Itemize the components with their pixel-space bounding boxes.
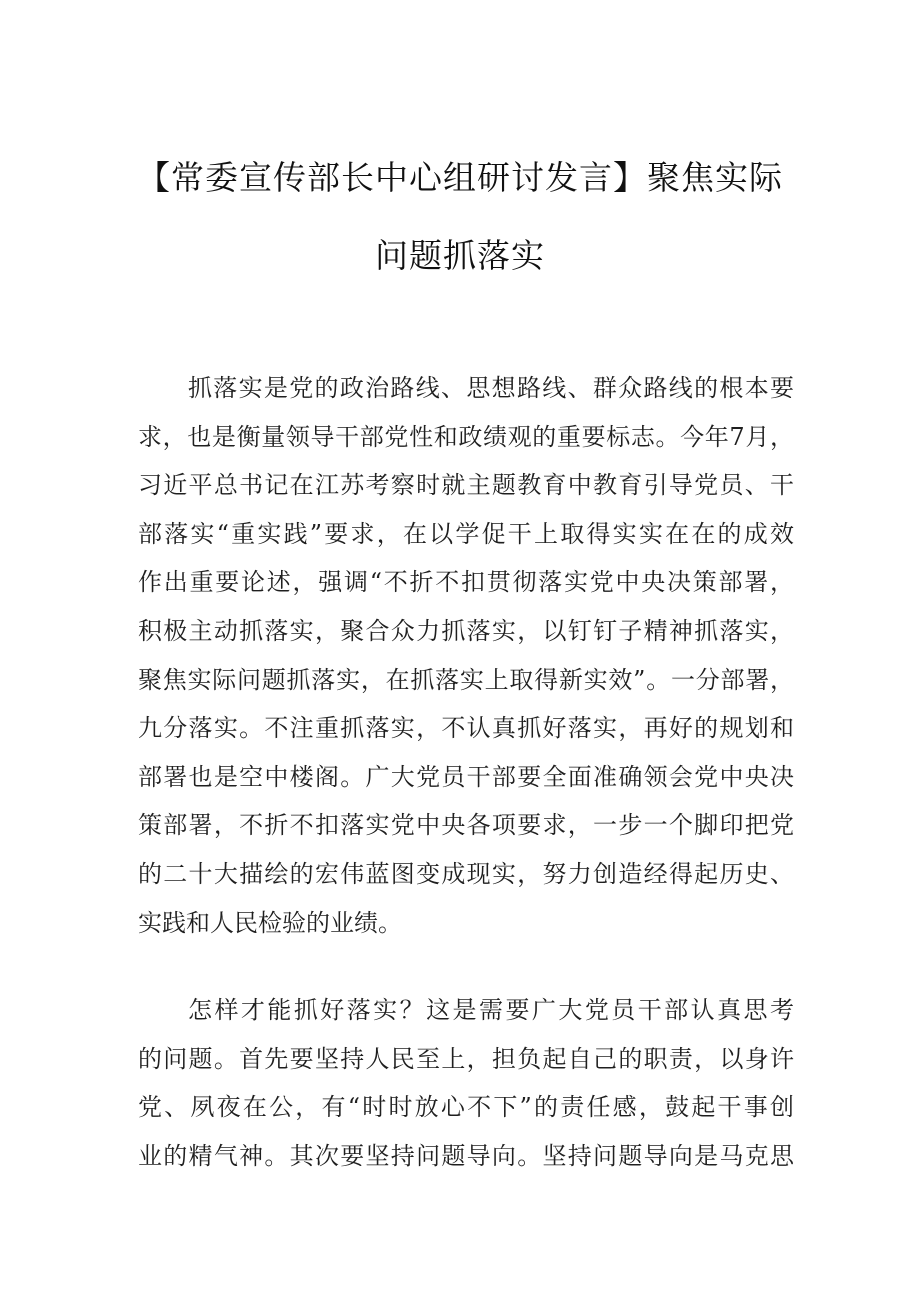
document-title-line-1: 【常委宣传部长中心组研讨发言】聚焦实际 <box>137 158 783 197</box>
paragraph-line: 怎样才能抓好落实？这是需要广大党员干部认真思考 <box>188 996 794 1024</box>
paragraph-line: 习近平总书记在江苏考察时就主题教育中教育引导党员、干 <box>138 471 794 500</box>
document-title-line-2: 问题抓落实 <box>375 236 545 275</box>
paragraph-line: 的二十大描绘的宏伟蓝图变成现实，努力创造经得起历史、 <box>138 859 794 888</box>
paragraph-line: 部落实“重实践”要求，在以学促干上取得实实在在的成效 <box>138 519 794 548</box>
paragraph-line: 抓落实是党的政治路线、思想路线、群众路线的根本要 <box>188 374 794 402</box>
paragraph-line: 九分落实。不注重抓落实，不认真抓好落实，再好的规划和 <box>138 714 794 743</box>
paragraph-line: 策部署，不折不扣落实党中央各项要求，一步一个脚印把党 <box>138 811 794 840</box>
paragraph-line: 作出重要论述，强调“不折不扣贯彻落实党中央决策部署， <box>138 568 794 597</box>
paragraph-1 <box>138 364 794 947</box>
paragraph-line: 党、夙夜在公，有“时时放心不下”的责任感，鼓起干事创 <box>138 1093 794 1122</box>
paragraph-line: 聚焦实际问题抓落实，在抓落实上取得新实效”。一分部署， <box>138 665 794 694</box>
paragraph-2 <box>138 986 794 1180</box>
paragraph-line: 求，也是衡量领导干部党性和政绩观的重要标志。今年7月， <box>138 422 794 451</box>
paragraph-line: 积极主动抓落实，聚合众力抓落实，以钉钉子精神抓落实， <box>138 616 794 645</box>
paragraph-line: 业的精气神。其次要坚持问题导向。坚持问题导向是马克思 <box>138 1141 794 1170</box>
paragraph-line: 的问题。首先要坚持人民至上，担负起自己的职责，以身许 <box>138 1044 794 1073</box>
paragraph-line: 部署也是空中楼阁。广大党员干部要全面准确领会党中央决 <box>138 762 794 791</box>
paragraph-line: 实践和人民检验的业绩。 <box>138 908 402 937</box>
